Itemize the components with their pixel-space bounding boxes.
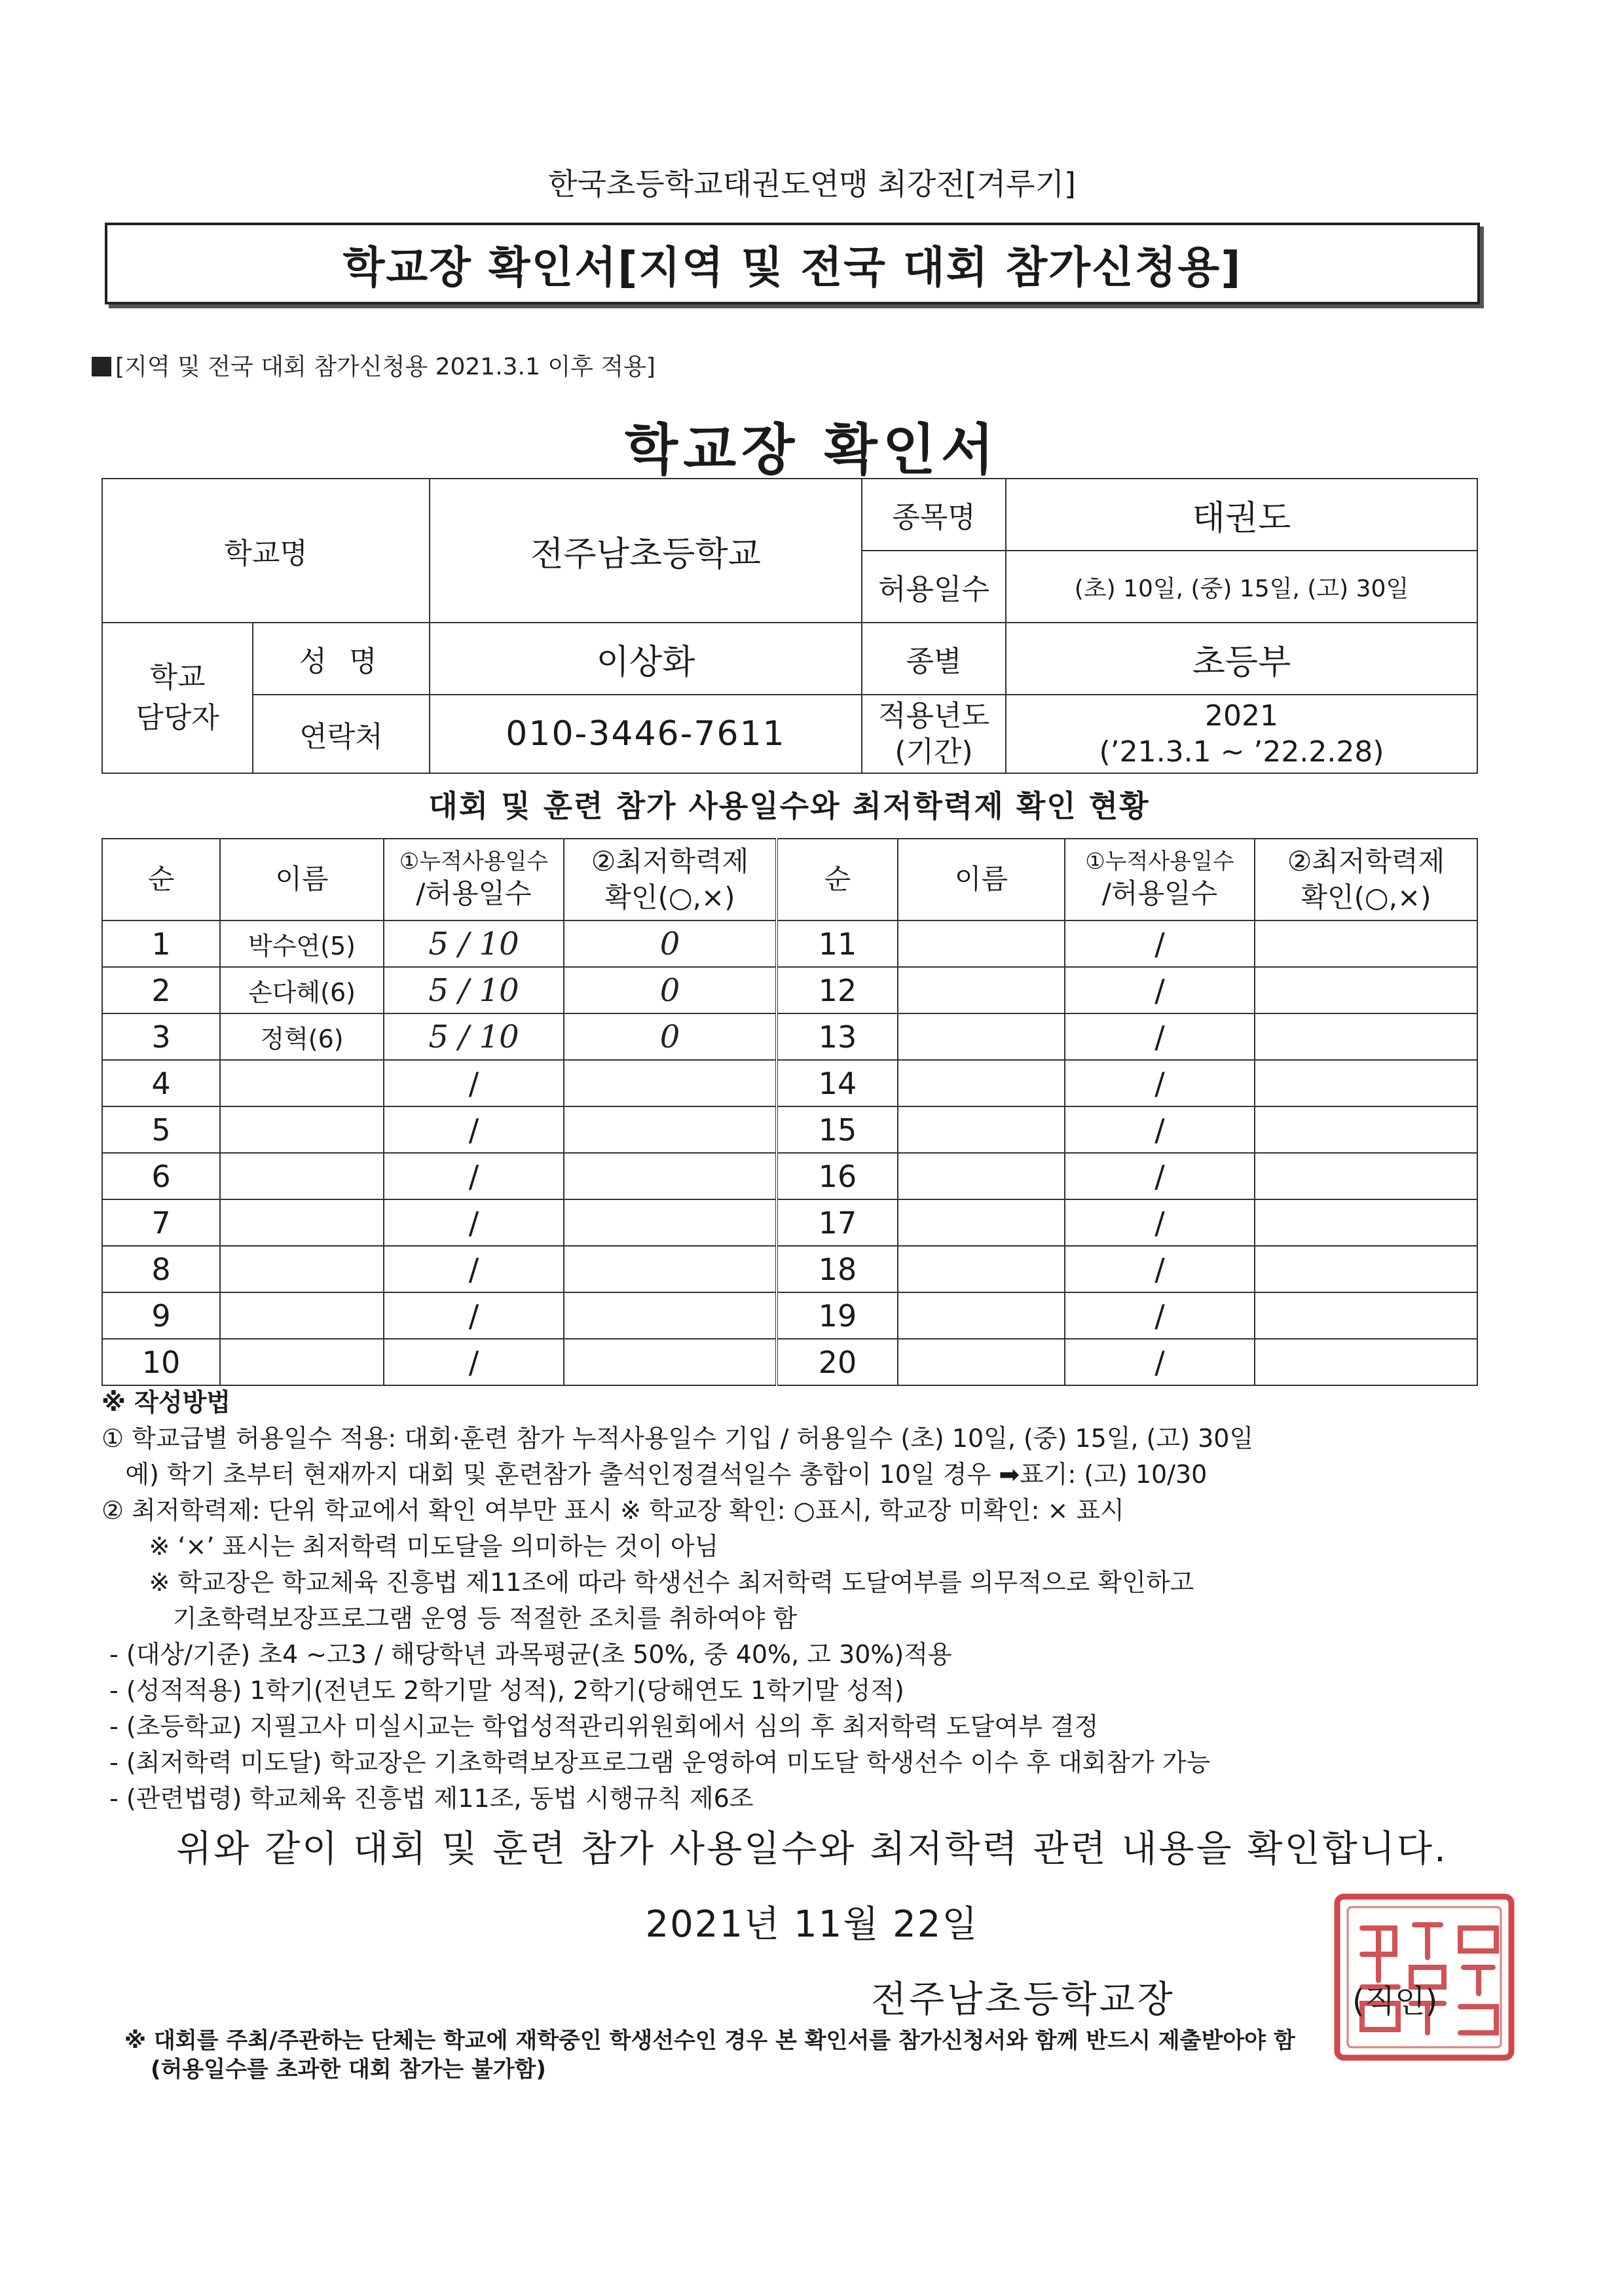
issue-date: 2021년 11월 22일 (645, 1903, 979, 1946)
table-row (102, 1013, 1477, 1060)
row-academic-right (1255, 1106, 1477, 1153)
row-academic-left: 0 (564, 967, 777, 1013)
table-row (102, 1153, 1477, 1199)
row-name-right (898, 1246, 1065, 1292)
row-name-left (220, 1292, 384, 1339)
row-days-left: / (384, 1292, 564, 1339)
header-days-line1: ①누적사용일수 (1085, 848, 1234, 875)
header-days-line2: /허용일수 (1101, 877, 1218, 910)
row-days-left: / (384, 1153, 564, 1199)
row-name-right (898, 920, 1065, 967)
event-title: 한국초등학교태권도연맹 최강전[겨루기] (548, 166, 1076, 202)
main-title: 학교장 확인서 (624, 418, 1000, 482)
row-name-left: 박수연(5) (220, 920, 384, 967)
row-days-right: / (1065, 1153, 1255, 1199)
contact-label: 연락처 (253, 695, 430, 773)
row-academic-right (1255, 967, 1477, 1013)
row-days-left: 5 / 10 (384, 1013, 564, 1060)
method-line: - (성적적용) 1학기(전년도 2학기말 성적), 2학기(당해연도 1학기말 성적) (101, 1676, 904, 1705)
row-days-right: / (1065, 1246, 1255, 1292)
document-title-box (105, 223, 1480, 304)
row-academic-left (564, 1246, 777, 1292)
contact-value: 010-3446-7611 (430, 695, 862, 773)
row-academic-left (564, 1106, 777, 1153)
row-no-right: 12 (777, 967, 898, 1013)
row-academic-right (1255, 1013, 1477, 1060)
row-days-right: / (1065, 1013, 1255, 1060)
header-no-left: 순 (102, 839, 220, 920)
row-no-right: 17 (777, 1199, 898, 1246)
table-row (102, 1106, 1477, 1153)
row-academic-right (1255, 1060, 1477, 1106)
row-no-left: 3 (102, 1013, 220, 1060)
row-academic-right (1255, 920, 1477, 967)
row-days-left: / (384, 1246, 564, 1292)
row-no-left: 4 (102, 1060, 220, 1106)
table-row (102, 1339, 1477, 1385)
year-value: 2021 (1205, 699, 1278, 733)
row-academic-right (1255, 1292, 1477, 1339)
row-days-left: / (384, 1339, 564, 1385)
participation-rows (102, 920, 1477, 1385)
method-line: ※ ‘×’ 표시는 최저학력 미도달을 의미하는 것이 아님 (101, 1532, 719, 1561)
row-name-left: 정혁(6) (220, 1013, 384, 1060)
applies-note-text: [지역 및 전국 대회 참가신청용 2021.3.1 이후 적용] (115, 354, 655, 380)
row-name-right (898, 1060, 1065, 1106)
row-no-left: 7 (102, 1199, 220, 1246)
allowed-days-value: (초) 10일, (중) 15일, (고) 30일 (1006, 551, 1477, 623)
status-title: 대회 및 훈련 참가 사용일수와 최저학력제 확인 현황 (428, 788, 1150, 824)
footnote (124, 2026, 1532, 2084)
row-no-right: 19 (777, 1292, 898, 1339)
header-days-line2: /허용일수 (416, 877, 532, 910)
row-days-left: 5 / 10 (384, 967, 564, 1013)
table-row (102, 920, 1477, 967)
participation-table (101, 838, 1478, 1386)
row-no-right: 18 (777, 1246, 898, 1292)
row-no-left: 1 (102, 920, 220, 967)
school-value: 전주남초등학교 (430, 479, 862, 623)
row-no-right: 13 (777, 1013, 898, 1060)
row-days-right: / (1065, 1106, 1255, 1153)
footnote-line2: (허용일수를 초과한 대회 참가는 불가함) (151, 2056, 546, 2083)
row-name-right (898, 1339, 1065, 1385)
row-name-right (898, 1153, 1065, 1199)
period-label-line2: (기간) (895, 735, 973, 769)
row-no-left: 8 (102, 1246, 220, 1292)
table-row (102, 1292, 1477, 1339)
name-value: 이상화 (430, 623, 862, 695)
row-academic-left (564, 1153, 777, 1199)
row-no-right: 20 (777, 1339, 898, 1385)
row-name-right (898, 1106, 1065, 1153)
row-academic-left (564, 1339, 777, 1385)
method-line: - (대상/기준) 초4 ~고3 / 해당학년 과목평균(초 50%, 중 40%, 고 30%)적용 (101, 1640, 952, 1669)
row-days-left: / (384, 1199, 564, 1246)
info-table (101, 478, 1478, 774)
name-label: 성 명 (253, 623, 430, 695)
header-name-right: 이름 (898, 839, 1065, 920)
method-lines (101, 1421, 1542, 1817)
row-days-right: / (1065, 1060, 1255, 1106)
row-no-left: 2 (102, 967, 220, 1013)
row-no-left: 5 (102, 1106, 220, 1153)
applies-note (92, 348, 655, 382)
header-no-right: 순 (777, 839, 898, 920)
table-row (102, 1246, 1477, 1292)
header-academic-right (1255, 839, 1477, 920)
header-days-left (384, 839, 564, 920)
row-name-left (220, 1339, 384, 1385)
row-name-left (220, 1153, 384, 1199)
row-name-left: 손다혜(6) (220, 967, 384, 1013)
row-academic-right (1255, 1246, 1477, 1292)
row-no-right: 15 (777, 1106, 898, 1153)
row-days-right: / (1065, 1199, 1255, 1246)
writing-method (101, 1385, 1542, 1817)
header-days-line1: ①누적사용일수 (399, 848, 549, 875)
row-academic-right (1255, 1153, 1477, 1199)
row-no-right: 16 (777, 1153, 898, 1199)
principal-name: 전주남초등학교장 (871, 1978, 1175, 2021)
header-academic-line2: 확인(○,×) (604, 881, 735, 913)
division-label: 종별 (862, 623, 1006, 695)
row-academic-right (1255, 1199, 1477, 1246)
division-value: 초등부 (1006, 623, 1477, 695)
row-no-right: 11 (777, 920, 898, 967)
row-days-left: 5 / 10 (384, 920, 564, 967)
period-label (862, 695, 1006, 773)
period-range: (’21.3.1 ~ ’22.2.28) (1099, 735, 1384, 769)
row-academic-right (1255, 1339, 1477, 1385)
method-line: - (최저학력 미도달) 학교장은 기초학력보장프로그램 운영하여 미도달 학생선수 이수 후 대회참가 가능 (101, 1748, 1211, 1777)
period-label-line1: 적용년도 (878, 699, 990, 733)
row-academic-left: 0 (564, 920, 777, 967)
header-academic-line1: ②최저학력제 (591, 845, 749, 877)
row-name-right (898, 967, 1065, 1013)
row-no-left: 9 (102, 1292, 220, 1339)
row-days-right: / (1065, 1339, 1255, 1385)
row-name-right (898, 1199, 1065, 1246)
row-no-right: 14 (777, 1060, 898, 1106)
method-line: 기초학력보장프로그램 운영 등 적절한 조치를 취하여야 함 (101, 1604, 798, 1633)
manager-label: 학교 담당자 (102, 623, 253, 773)
square-bullet-icon (92, 357, 111, 376)
row-academic-left (564, 1060, 777, 1106)
table-row (102, 1199, 1477, 1246)
row-name-right (898, 1292, 1065, 1339)
row-days-right: / (1065, 1292, 1255, 1339)
school-label: 학교명 (102, 479, 430, 623)
row-days-right: / (1065, 920, 1255, 967)
row-name-left (220, 1246, 384, 1292)
method-line: ※ 학교장은 학교체육 진흥법 제11조에 따라 학생선수 최저학력 도달여부를 의무적으로 확인하고 (101, 1568, 1194, 1597)
row-days-left: / (384, 1060, 564, 1106)
row-name-left (220, 1106, 384, 1153)
header-days-right (1065, 839, 1255, 920)
row-academic-left (564, 1199, 777, 1246)
sport-label: 종목명 (862, 479, 1006, 551)
method-line: - (초등학교) 지필고사 미실시교는 학업성적관리위원회에서 심의 후 최저학력 도달여부 결정 (101, 1712, 1099, 1741)
seal-label: (직인) (1352, 1983, 1438, 2020)
row-academic-left: 0 (564, 1013, 777, 1060)
header-academic-line1: ②최저학력제 (1287, 845, 1445, 877)
sport-value: 태권도 (1006, 479, 1477, 551)
header-academic-left (564, 839, 777, 920)
method-line: 예) 학기 초부터 현재까지 대회 및 훈련참가 출석인정결석일수 총합이 10일 경우 ➡표기: (고) 10/30 (101, 1460, 1208, 1489)
row-name-right (898, 1013, 1065, 1060)
row-no-left: 10 (102, 1339, 220, 1385)
header-academic-line2: 확인(○,×) (1301, 881, 1431, 913)
footnote-line1: ※ 대회를 주최/주관하는 단체는 학교에 재학중인 학생선수인 경우 본 확인서를 참가신청서와 함께 반드시 제출받아야 함 (124, 2028, 1295, 2054)
row-name-left (220, 1060, 384, 1106)
document-title: 학교장 확인서[지역 및 전국 대회 참가신청용] (342, 242, 1242, 293)
method-line: ② 최저학력제: 단위 학교에서 확인 여부만 표시 ※ 학교장 확인: ○표시, 학교장 미확인: × 표시 (101, 1496, 1124, 1525)
method-line: - (관련법령) 학교체육 진흥법 제11조, 동법 시행규칙 제6조 (101, 1784, 754, 1813)
row-name-left (220, 1199, 384, 1246)
method-line: ① 학교급별 허용일수 적용: 대회·훈련 참가 누적사용일수 기입 / 허용일수 (초) 10일, (중) 15일, (고) 30일 (101, 1424, 1254, 1453)
row-days-right: / (1065, 967, 1255, 1013)
period-value (1006, 695, 1477, 773)
confirmation-statement: 위와 같이 대회 및 훈련 참가 사용일수와 최저학력 관련 내용을 확인합니다. (176, 1828, 1448, 1870)
row-days-left: / (384, 1106, 564, 1153)
allowed-days-label: 허용일수 (862, 551, 1006, 623)
table-row (102, 967, 1477, 1013)
row-no-left: 6 (102, 1153, 220, 1199)
table-row (102, 1060, 1477, 1106)
header-name-left: 이름 (220, 839, 384, 920)
method-title: ※ 작성방법 (101, 1388, 231, 1417)
row-academic-left (564, 1292, 777, 1339)
